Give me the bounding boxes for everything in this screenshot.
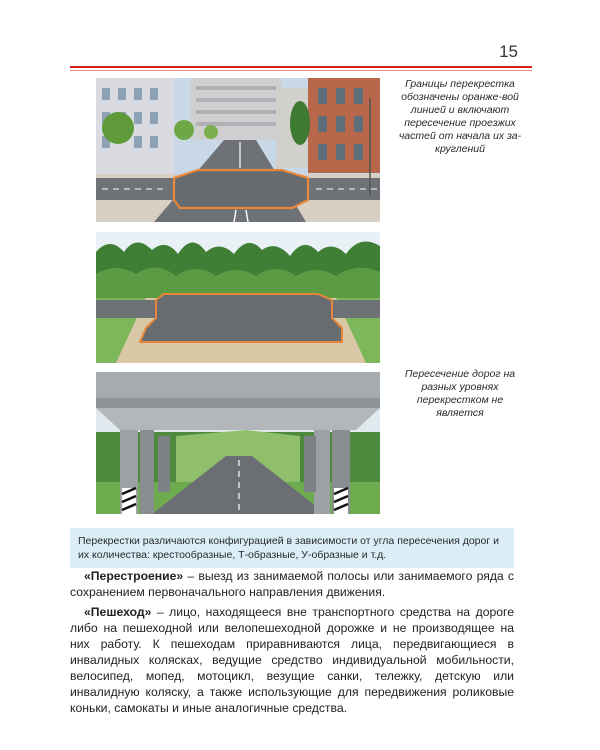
rural-intersection-illustration: [96, 232, 380, 363]
definition-text: – лицо, находящееся вне транспортного средства на дороге либо на пешеходной или велопешеходной дорожке и не производящее на них работу. К пешеходам приравниваются лица, передвигающиеся в инвалидных колясках, ведущие средство индивидуальной мобильности, велосипед, мопед, мотоцикл, везущие санки, тележку, детскую или инвалидную коляску, а также использующие для передвижения роликовые коньки, самокаты и иные аналогичные средства.: [70, 605, 514, 715]
city-intersection-illustration: [96, 78, 380, 222]
different-levels-caption: Пересечение дорог на разных уровнях перекрестком не является: [404, 368, 516, 419]
intersection-border-caption: Границы перекрестка обозначены оранже-вой линией и включают пересечение проезжих частей от начала их за-круглений: [398, 78, 522, 155]
definition-paragraph: [70, 604, 514, 716]
page-number: 15: [499, 42, 518, 61]
definition-term: «Пешеход»: [84, 605, 152, 619]
intersection-types-note: Перекрестки различаются конфигурацией в зависимости от угла пересечения дорог и их количества: крестообразные, Т-образные, У-образные и т.д.: [70, 528, 514, 568]
definition-text: – выезд из занимаемой полосы или занимаемого ряда с сохранением первоначального направления движения.: [70, 569, 514, 599]
definition-paragraph: [70, 568, 514, 600]
header-rule: [70, 66, 532, 68]
header-rule-thin: [70, 70, 532, 71]
definition-term: «Перестроение»: [84, 569, 184, 583]
overpass-illustration: [96, 372, 380, 514]
